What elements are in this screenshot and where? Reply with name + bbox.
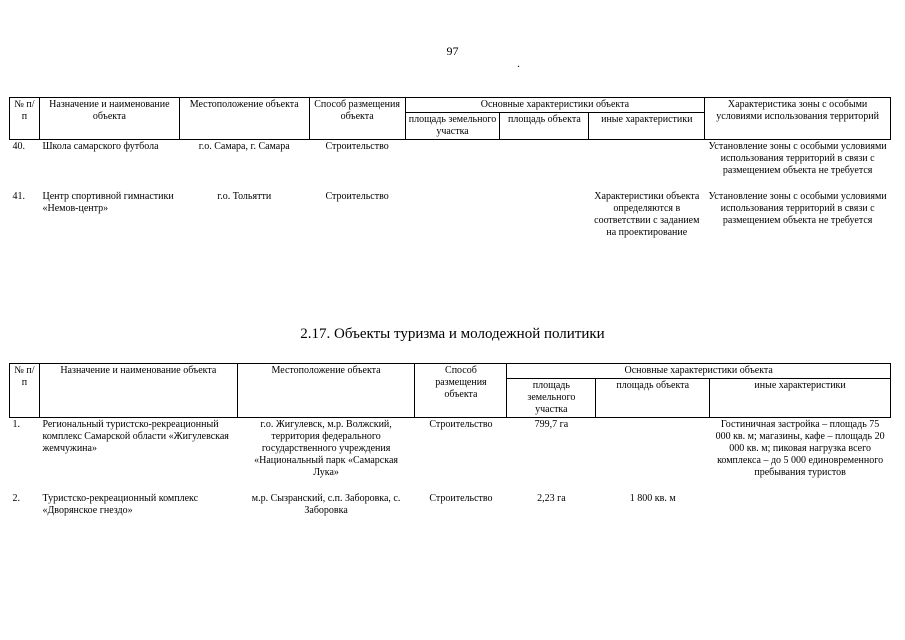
row-zone: Установление зоны с особыми условиями использования территорий в связи с размещением объекта не требуется xyxy=(708,191,887,226)
row-num: 1. xyxy=(12,419,20,430)
header-main-characteristics: Основные характеристики объекта xyxy=(507,364,891,379)
row-location: г.о. Тольятти xyxy=(217,191,272,202)
row-location: г.о. Жигулевск, м.р. Волжский, территория федерального государственного учреждения «Национальный парк «Самарская Лука» xyxy=(254,419,398,478)
row-other: Характеристики объекта определяются в соответствии с заданием на проектирование xyxy=(594,191,700,238)
header-num: № п/п xyxy=(10,98,40,140)
row-method: Строительство xyxy=(429,419,493,430)
row-object-area xyxy=(500,140,589,179)
sports-objects-table xyxy=(9,97,891,240)
stray-mark: . xyxy=(517,56,520,70)
row-location: м.р. Сызранский, с.п. Заборовка, с. Заборовка xyxy=(251,493,401,516)
row-num: 40. xyxy=(12,141,25,152)
row-method: Строительство xyxy=(429,493,493,504)
row-method: Строительство xyxy=(325,141,389,152)
table-row xyxy=(10,418,891,481)
header-other: иные характеристики xyxy=(710,379,891,418)
header-main-characteristics: Основные характеристики объекта xyxy=(405,98,705,113)
header-land-area: площадь земельного участка xyxy=(405,113,500,140)
header-zone: Характеристика зоны с особыми условиями использования территорий xyxy=(705,98,891,140)
header-method: Способ размещения объекта xyxy=(309,98,405,140)
row-method: Строительство xyxy=(325,191,389,202)
header-name: Назначение и наименование объекта xyxy=(39,364,237,418)
row-object-area: 1 800 кв. м xyxy=(629,493,676,504)
row-land-area xyxy=(405,190,500,240)
header-num: № п/п xyxy=(10,364,40,418)
header-location: Местоположение объекта xyxy=(237,364,415,418)
row-land-area xyxy=(405,140,500,179)
row-num: 2. xyxy=(12,493,20,504)
row-location: г.о. Самара, г. Самара xyxy=(198,141,290,152)
header-land-area: площадь земельного участка xyxy=(507,379,596,418)
tourism-objects-table xyxy=(9,363,891,518)
header-method: Способ размещения объекта xyxy=(415,364,507,418)
row-other xyxy=(589,140,705,179)
table-row xyxy=(10,492,891,518)
page-number: 97 xyxy=(446,44,459,58)
row-land-area: 799,7 га xyxy=(534,419,569,430)
header-location: Местоположение объекта xyxy=(179,98,309,140)
row-land-area: 2,23 га xyxy=(537,493,566,504)
table-row xyxy=(10,190,891,240)
row-name: Центр спортивной гимнастики «Немов-центр» xyxy=(42,191,174,214)
table-row xyxy=(10,140,891,179)
row-name: Туристско-рекреационный комплекс «Дворянское гнездо» xyxy=(42,493,199,516)
row-object-area xyxy=(596,418,710,481)
row-object-area xyxy=(500,190,589,240)
row-name: Школа самарского футбола xyxy=(42,141,159,152)
row-zone: Установление зоны с особыми условиями использования территорий в связи с размещением объекта не требуется xyxy=(708,141,887,176)
header-object-area: площадь объекта xyxy=(596,379,710,418)
header-object-area: площадь объекта xyxy=(500,113,589,140)
row-other: Гостиничная застройка – площадь 75 000 кв. м; магазины, кафе – площадь 20 000 кв. м; пиковая нагрузка всего комплекса – до 5 000 единовременного пребывания туристов xyxy=(715,419,885,478)
row-other xyxy=(710,492,891,518)
row-num: 41. xyxy=(12,191,25,202)
row-name: Региональный туристско-рекреационный комплекс Самарской области «Жигулевская жемчужина» xyxy=(42,419,229,454)
section-title: 2.17. Объекты туризма и молодежной политики xyxy=(300,326,605,342)
header-other: иные характеристики xyxy=(589,113,705,140)
header-name: Назначение и наименование объекта xyxy=(39,98,179,140)
